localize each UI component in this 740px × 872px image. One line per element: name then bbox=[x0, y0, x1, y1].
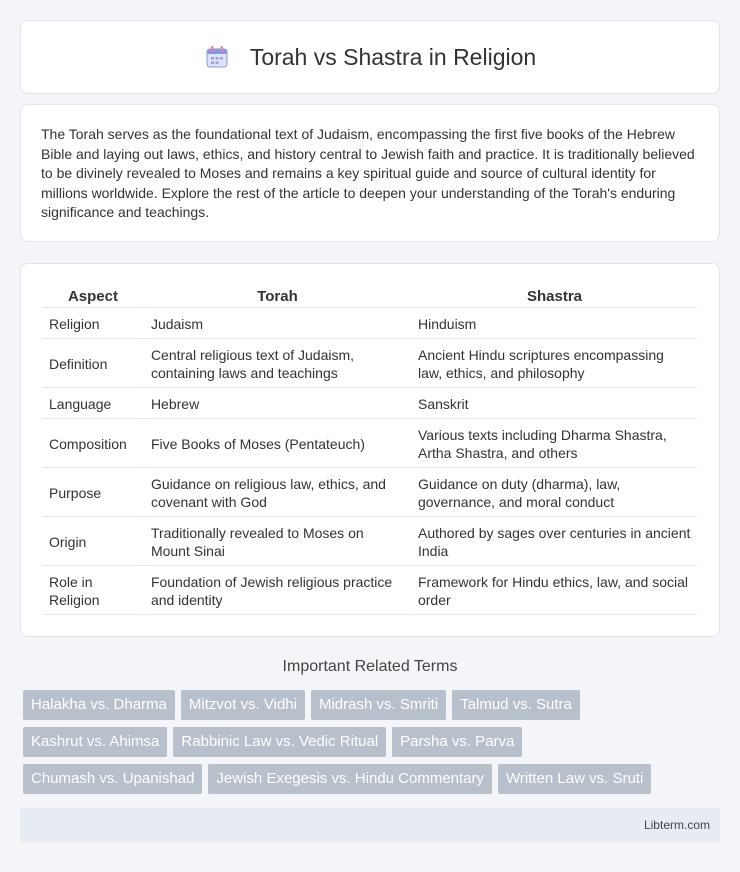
cell-shastra: Authored by sages over centuries in ancient India bbox=[412, 519, 697, 566]
related-term-tag[interactable]: Chumash vs. Upanishad bbox=[23, 764, 202, 794]
related-term-tag[interactable]: Written Law vs. Sruti bbox=[498, 764, 651, 794]
related-terms-list bbox=[23, 690, 723, 801]
comparison-table-card bbox=[20, 263, 720, 637]
cell-aspect: Composition bbox=[43, 421, 143, 468]
related-term-tag[interactable]: Kashrut vs. Ahimsa bbox=[23, 727, 167, 757]
table-row bbox=[43, 341, 697, 388]
cell-torah: Guidance on religious law, ethics, and covenant with God bbox=[145, 470, 410, 517]
table-row bbox=[43, 310, 697, 339]
table-row bbox=[43, 568, 697, 615]
cell-shastra: Various texts including Dharma Shastra, Artha Shastra, and others bbox=[412, 421, 697, 468]
tag-row bbox=[23, 727, 723, 757]
related-term-tag[interactable]: Mitzvot vs. Vidhi bbox=[181, 690, 305, 720]
cell-aspect: Role in Religion bbox=[43, 568, 143, 615]
cell-aspect: Definition bbox=[43, 341, 143, 388]
cell-torah: Hebrew bbox=[145, 390, 410, 419]
cell-shastra: Hinduism bbox=[412, 310, 697, 339]
table-row bbox=[43, 470, 697, 517]
table-row bbox=[43, 390, 697, 419]
intro-card bbox=[20, 104, 720, 242]
cell-torah: Central religious text of Judaism, containing laws and teachings bbox=[145, 341, 410, 388]
footer-site-link[interactable]: Libterm.com bbox=[643, 818, 710, 832]
comparison-table bbox=[41, 284, 699, 617]
table-row bbox=[43, 421, 697, 468]
cell-aspect: Origin bbox=[43, 519, 143, 566]
cell-torah: Five Books of Moses (Pentateuch) bbox=[145, 421, 410, 468]
cell-shastra: Framework for Hindu ethics, law, and social order bbox=[412, 568, 697, 615]
related-term-tag[interactable]: Halakha vs. Dharma bbox=[23, 690, 175, 720]
cell-aspect: Purpose bbox=[43, 470, 143, 517]
related-term-tag[interactable]: Jewish Exegesis vs. Hindu Commentary bbox=[208, 764, 492, 794]
related-terms-title: Important Related Terms bbox=[282, 658, 458, 675]
cell-torah: Foundation of Jewish religious practice and identity bbox=[145, 568, 410, 615]
cell-aspect: Language bbox=[43, 390, 143, 419]
related-term-tag[interactable]: Parsha vs. Parva bbox=[392, 727, 522, 757]
tag-row bbox=[23, 690, 723, 720]
related-term-tag[interactable]: Rabbinic Law vs. Vedic Ritual bbox=[173, 727, 386, 757]
calendar-icon bbox=[204, 44, 230, 70]
related-term-tag[interactable]: Midrash vs. Smriti bbox=[311, 690, 446, 720]
footer bbox=[20, 808, 720, 842]
header-torah: Torah bbox=[145, 286, 410, 308]
cell-aspect: Religion bbox=[43, 310, 143, 339]
header-aspect: Aspect bbox=[43, 286, 143, 308]
related-term-tag[interactable]: Talmud vs. Sutra bbox=[452, 690, 580, 720]
cell-shastra: Ancient Hindu scriptures encompassing law, ethics, and philosophy bbox=[412, 341, 697, 388]
cell-shastra: Guidance on duty (dharma), law, governance, and moral conduct bbox=[412, 470, 697, 517]
header-card bbox=[20, 20, 720, 94]
cell-shastra: Sanskrit bbox=[412, 390, 697, 419]
header-shastra: Shastra bbox=[412, 286, 697, 308]
intro-text: The Torah serves as the foundational text of Judaism, encompassing the first five books of the Hebrew Bible and laying out laws, ethics, and history central to Jewish faith and practice. It is traditionally believed to be divinely revealed to Moses and remains a key spiritual guide and source of cultural identity for millions worldwide. Explore the rest of the article to deepen your understanding of the Torah's enduring significance and teachings. bbox=[41, 126, 695, 220]
table-row bbox=[43, 519, 697, 566]
tag-row bbox=[23, 764, 723, 794]
cell-torah: Judaism bbox=[145, 310, 410, 339]
page-title: Torah vs Shastra in Religion bbox=[249, 43, 537, 70]
cell-torah: Traditionally revealed to Moses on Mount Sinai bbox=[145, 519, 410, 566]
